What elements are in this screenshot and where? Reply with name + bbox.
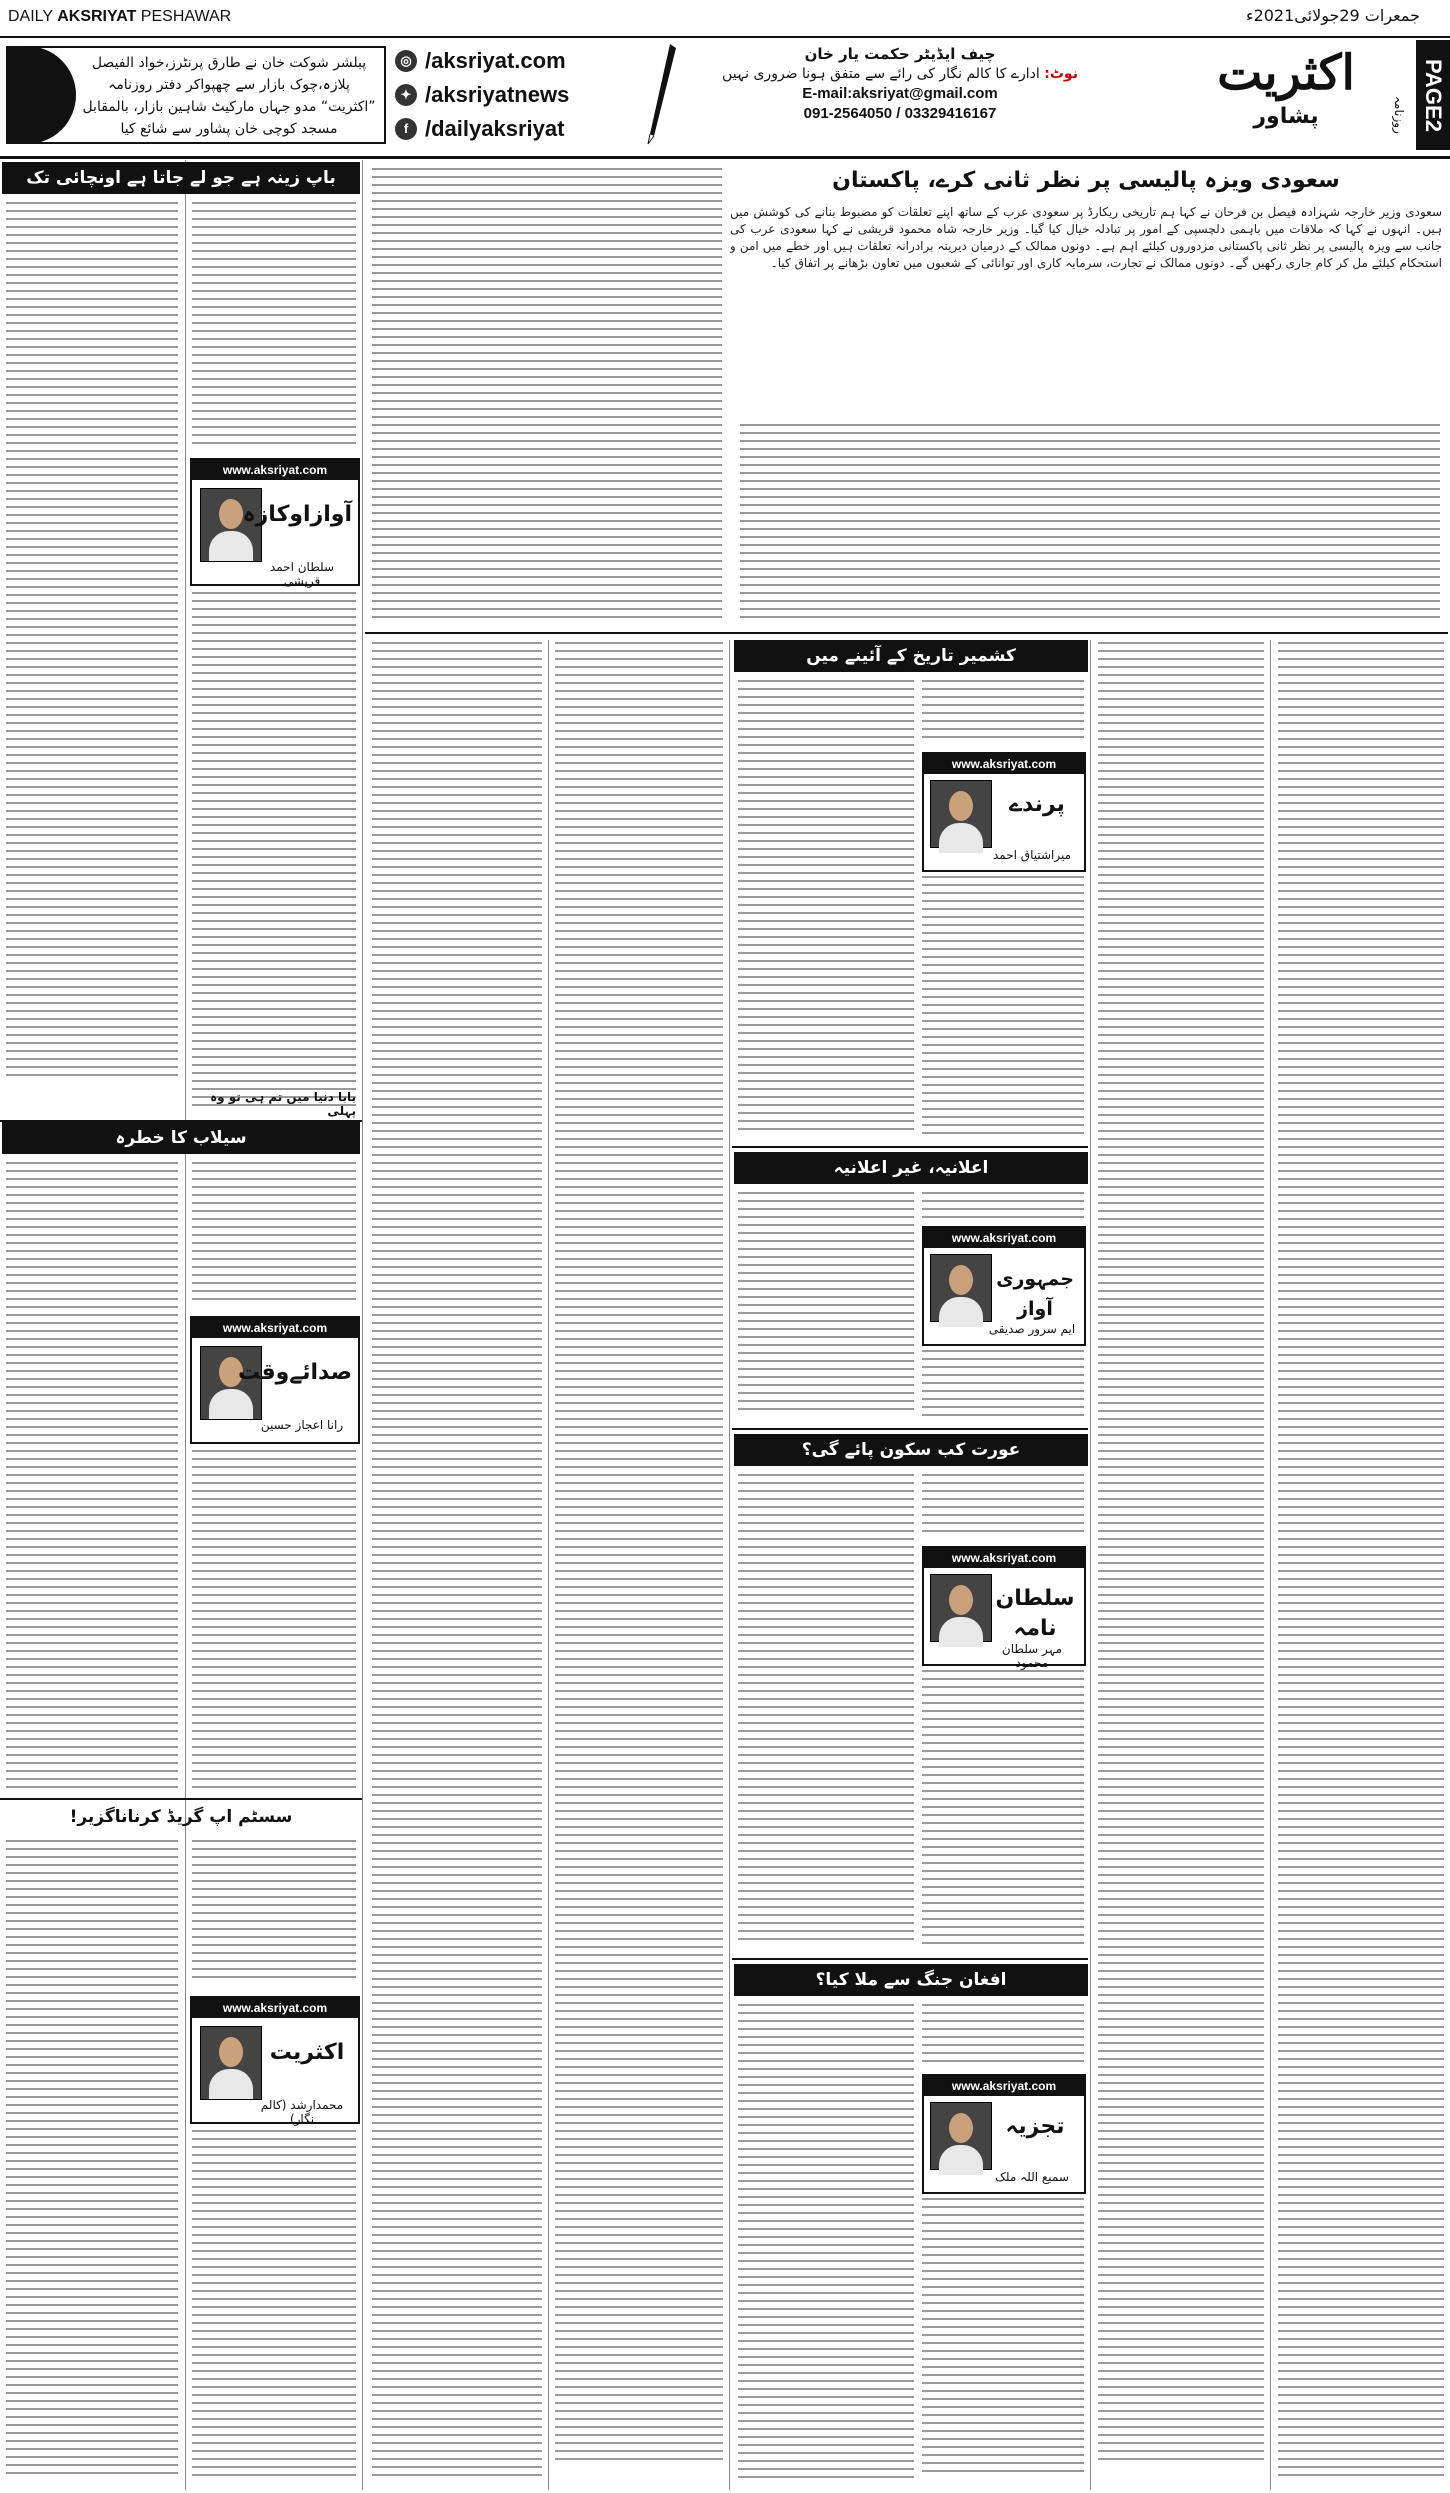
social-facebook[interactable]	[395, 112, 665, 146]
column-rule	[729, 640, 730, 2490]
social-text[interactable]: /aksriyatnews	[425, 82, 570, 107]
card-url[interactable]: www.aksriyat.com	[924, 1228, 1084, 1248]
left-mid-headline: سیلاب کا خطرہ	[2, 1122, 360, 1154]
column-card-jamhoori	[922, 1226, 1086, 1346]
afghan-text-b	[922, 2004, 1084, 2070]
author-photo	[200, 2026, 262, 2100]
column-card-awaz	[190, 458, 360, 586]
left-bottom-text-b	[192, 2130, 356, 2485]
logo-name: اکثریت	[1217, 45, 1355, 101]
aurat-text-c	[922, 1670, 1084, 1952]
column-rule	[362, 160, 363, 2490]
left-bottom-headline: سسٹم اپ گریڈ کرناناگزیر!	[69, 1807, 293, 1827]
social-website[interactable]	[395, 44, 665, 78]
author-name: محمدارشد (کالم نگار)	[260, 2098, 344, 2126]
author-photo	[930, 2102, 992, 2170]
section-divider	[0, 1798, 362, 1800]
editorial-continued-text	[372, 168, 722, 626]
logo-daily: روزنامہ	[1392, 96, 1406, 134]
paper-name-latin	[8, 8, 231, 26]
aurat-text-b	[922, 1474, 1084, 1540]
brand: AKSRIYAT	[57, 8, 137, 25]
column-title: اکثریت	[269, 2040, 345, 2065]
afghan-text-a	[738, 2004, 914, 2484]
left-top-text-a	[6, 202, 178, 1102]
aurat-text-a	[738, 1474, 914, 1952]
kashmir-text-a	[738, 680, 914, 1140]
card-url[interactable]: www.aksriyat.com	[192, 1318, 358, 1338]
column-card-parinde	[922, 752, 1086, 872]
elaniya-headline: اعلانیہ، غیر اعلانیہ	[734, 1152, 1088, 1184]
social-twitter[interactable]	[395, 78, 665, 112]
left-top-text-b	[192, 202, 356, 452]
right-column-b	[1278, 642, 1444, 2482]
elaniya-text-a	[738, 1192, 914, 1422]
author-name: رانا اعجاز حسین	[260, 1418, 344, 1432]
logo	[1166, 42, 1406, 152]
column-card-aksriyat	[190, 1996, 360, 2124]
masthead	[0, 38, 1450, 159]
column-card-sultan	[922, 1546, 1086, 1670]
logo-city: پشاور	[1253, 104, 1319, 129]
left-mid-text-b	[192, 1450, 356, 1795]
editorial-headline: سعودی ویزہ پالیسی پر نظر ثانی کرے، پاکستان	[832, 168, 1340, 193]
column-title: تجزیہ	[1005, 2114, 1065, 2139]
phones: 091-2564050 / 03329416167	[803, 105, 997, 122]
section-divider	[732, 1146, 1088, 1148]
left-mid-text-c	[6, 1162, 178, 1795]
signoff-line: بابا دنیا میں تم ہی تو وہ پہلی	[210, 1090, 356, 1118]
column-title: پرندے	[1009, 792, 1065, 817]
card-url[interactable]: www.aksriyat.com	[924, 2076, 1084, 2096]
social-text[interactable]: /dailyaksriyat	[425, 116, 565, 141]
left-bottom-text-c	[6, 1840, 178, 2485]
column-rule	[1270, 640, 1271, 2490]
disclaimer	[680, 64, 1120, 84]
column-card-tajzia	[922, 2074, 1086, 2194]
card-url[interactable]: www.aksriyat.com	[924, 1548, 1084, 1568]
afghan-text-c	[922, 2198, 1084, 2484]
section-divider	[732, 1428, 1088, 1430]
column-card-sada	[190, 1316, 360, 1444]
kashmir-headline: کشمیر تاریخ کے آئینے میں	[734, 640, 1088, 672]
left-top-text-c	[192, 592, 356, 1112]
kashmir-text-c	[922, 876, 1084, 1140]
editor-box	[680, 44, 1120, 148]
note-label: نوٹ:	[1044, 66, 1078, 82]
email[interactable]: E-mail:aksriyat@gmail.com	[802, 85, 998, 102]
left-mid-text-a	[192, 1162, 356, 1312]
column-title: صدائےوقت	[237, 1360, 352, 1385]
section-divider	[732, 1958, 1088, 1960]
elaniya-text-b	[922, 1192, 1084, 1222]
column-rule	[185, 160, 186, 2490]
column-title: سلطان نامہ	[995, 1586, 1075, 1641]
column-rule	[548, 640, 549, 2490]
chief-editor: چیف ایڈیٹر حکمت یار خان	[804, 45, 996, 63]
publisher-box	[6, 46, 386, 144]
right-column-a	[1098, 642, 1264, 2482]
editorial-body: سعودی وزیر خارجہ شہزادہ فیصل بن فرحان نے کہا ہم تاریخی ریکارڈ پر سعودی عرب کے ساتھ اپنے تعلقات کو مضبوط بنانے کی کوشش میں ہیں۔ انہوں نے کہا کہ ملاقات میں باہمی دلچسپی کے امور پر تبادلہ خیال کیا گیا۔ وزیر خارجہ شاہ محمود قریشی نے کہا سعودی عرب کی جانب سے ویزہ پالیسی پر نظر ثانی پاکستانی مزدوروں کیلئے اہم ہے۔ دونوں ممالک کے درمیان دیرینہ برادرانہ تعلقات ہیں اور خطے میں امن و استحکام کیلئے مل کر کام جاری رکھیں گے۔ دونوں ممالک نے تجارت، سرمایہ کاری اور توانائی کے شعبوں میں تعاون بڑھانے پر اتفاق کیا۔	[730, 205, 1442, 270]
twitter-icon: ✦	[395, 84, 417, 106]
elaniya-text-c	[922, 1350, 1084, 1422]
editorial-body-lines	[740, 424, 1440, 624]
author-photo	[930, 1574, 992, 1642]
globe-icon: ◎	[395, 50, 417, 72]
column-rule	[1090, 640, 1091, 2490]
social-links	[395, 44, 665, 148]
left-bottom-text-a	[192, 1840, 356, 1990]
column-title: آوازاوکازہ	[242, 502, 352, 527]
section-divider	[365, 632, 1448, 634]
card-url[interactable]: www.aksriyat.com	[192, 1998, 358, 2018]
record-disc-icon	[6, 46, 76, 144]
card-url[interactable]: www.aksriyat.com	[924, 754, 1084, 774]
facebook-icon: f	[395, 118, 417, 140]
author-name: میراشتیاق احمد	[992, 848, 1072, 862]
author-photo	[930, 780, 992, 848]
prefix: DAILY	[8, 8, 53, 25]
kashmir-text-b	[922, 680, 1084, 746]
afghan-headline: افغان جنگ سے ملا کیا؟	[734, 1964, 1088, 1996]
author-name: ایم سرور صدیقی	[988, 1322, 1076, 1336]
middle-column-a	[372, 642, 542, 2482]
left-top-headline: باپ زینہ ہے جو لے جاتا ہے اونچائی تک	[2, 162, 360, 194]
aurat-headline: عورت کب سکون پائے گی؟	[734, 1434, 1088, 1466]
author-name: سلطان احمد قریشی	[269, 560, 335, 588]
author-photo	[930, 1254, 992, 1322]
social-text[interactable]: /aksriyat.com	[425, 48, 566, 73]
issue-date: جمعرات 29جولائی2021ء	[1246, 6, 1420, 25]
middle-column-b	[555, 642, 723, 2482]
city: PESHAWAR	[140, 8, 232, 25]
top-line	[0, 0, 1450, 38]
publisher-text: پبلشر شوکت خان نے طارق پرنٹرز،خواد الفیصل پلازہ،چوک بازار سے چھپواکر دفتر روزنامہ ”اکثریت“ مدو جہاں مارکیٹ شاہین بازار، بالمقابل مسجد کوچی خان پشاور سے شائع کیا	[82, 55, 376, 137]
note-text: ادارے کا کالم نگار کی رائے سے متفق ہونا ضروری نہیں	[722, 66, 1040, 82]
author-name: سمیع اللہ ملک	[995, 2170, 1069, 2184]
column-title: جمہوری آواز	[996, 1268, 1074, 1320]
page-tag: PAGE2	[1416, 40, 1450, 150]
author-name: مہر سلطان محمود	[1001, 1642, 1063, 1670]
card-url[interactable]: www.aksriyat.com	[192, 460, 358, 480]
